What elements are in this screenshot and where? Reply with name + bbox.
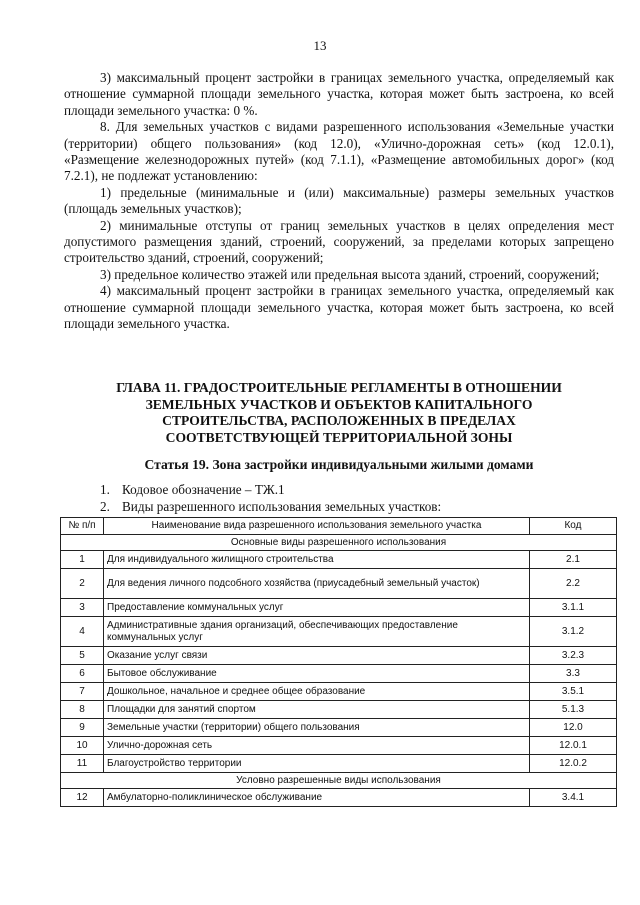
chapter-heading [64, 380, 614, 446]
cell-code: 12.0.2 [530, 755, 617, 773]
cell-code: 3.3 [530, 665, 617, 683]
paragraph: 3) предельное количество этажей или предельная высота зданий, строений, сооружений; [100, 266, 600, 282]
cell-name: Улично-дорожная сеть [104, 737, 530, 755]
cell-name: Дошкольное, начальное и среднее общее образование [104, 683, 530, 701]
header-name: Наименование вида разрешенного использования земельного участка [104, 518, 530, 535]
cell-name: Предоставление коммунальных услуг [104, 599, 530, 617]
table-header-row [61, 518, 617, 535]
cell-name: Площадки для занятий спортом [104, 701, 530, 719]
cell-num: 2 [61, 569, 104, 599]
cell-name: Земельные участки (территории) общего пользования [104, 719, 530, 737]
cell-num: 3 [61, 599, 104, 617]
paragraph: 3) максимальный процент застройки в границах земельного участка, определяемый как отношение суммарной площади земельного участка, которая может быть застроена, ко всей площади земельного участка: 0 %. [64, 70, 614, 118]
table-row [61, 569, 617, 599]
cell-num: 5 [61, 647, 104, 665]
header-code: Код [530, 518, 617, 535]
chapter-heading-line: ГЛАВА 11. ГРАДОСТРОИТЕЛЬНЫЕ РЕГЛАМЕНТЫ В ОТНОШЕНИИ [116, 380, 562, 395]
cell-code: 12.0.1 [530, 737, 617, 755]
list-item-text: Виды разрешенного использования земельных участков: [122, 498, 442, 514]
cell-num: 11 [61, 755, 104, 773]
table-row [61, 599, 617, 617]
list-item-number: 1. [100, 482, 110, 497]
table-row [61, 789, 617, 807]
chapter-heading-line: СТРОИТЕЛЬСТВА, РАСПОЛОЖЕННЫХ В ПРЕДЕЛАХ [162, 413, 516, 428]
cell-code: 3.4.1 [530, 789, 617, 807]
cell-num: 9 [61, 719, 104, 737]
paragraph: 8. Для земельных участков с видами разрешенного использования «Земельные участки (территории) общего пользования» (код 12.0), «Улично-дорожная сеть» (код 12.0.1), «Размещение железнодорожных путей» (код 7.1.1), «Размещение автомобильных дорог» (код 7.2.1), не подлежат установлению: [64, 119, 614, 184]
cell-num: 8 [61, 701, 104, 719]
table-row [61, 755, 617, 773]
chapter-heading-line: СООТВЕТСТВУЮЩЕЙ ТЕРРИТОРИАЛЬНОЙ ЗОНЫ [165, 429, 513, 445]
cell-name: Благоустройство территории [104, 755, 530, 773]
cell-code: 2.1 [530, 551, 617, 569]
table-section-row [61, 535, 617, 551]
chapter-heading-line: ЗЕМЕЛЬНЫХ УЧАСТКОВ И ОБЪЕКТОВ КАПИТАЛЬНОГО [145, 396, 533, 412]
cell-name: Для ведения личного подсобного хозяйства (приусадебный земельный участок) [104, 569, 530, 599]
cell-code: 3.5.1 [530, 683, 617, 701]
cell-name: Административные здания организаций, обеспечивающих предоставление коммунальных услуг [104, 617, 530, 647]
cell-code: 12.0 [530, 719, 617, 737]
table-body [61, 535, 617, 807]
cell-name: Бытовое обслуживание [104, 665, 530, 683]
numbered-list [100, 482, 441, 515]
table-row [61, 551, 617, 569]
table-row [61, 617, 617, 647]
cell-num: 4 [61, 617, 104, 647]
cell-num: 6 [61, 665, 104, 683]
cell-num: 12 [61, 789, 104, 807]
table-section-title: Условно разрешенные виды использования [61, 773, 617, 789]
permitted-use-table [60, 517, 617, 807]
cell-num: 1 [61, 551, 104, 569]
header-num: № п/п [61, 518, 104, 535]
cell-code: 5.1.3 [530, 701, 617, 719]
article-heading: Статья 19. Зона застройки индивидуальными жилыми домами [144, 457, 534, 472]
cell-code: 3.1.1 [530, 599, 617, 617]
body-text [64, 70, 614, 333]
paragraph: 1) предельные (минимальные и (или) максимальные) размеры земельных участков (площадь земельных участков); [64, 184, 614, 217]
table-section-row [61, 773, 617, 789]
list-item [100, 482, 441, 499]
list-item [100, 499, 441, 516]
paragraph: 4) максимальный процент застройки в границах земельного участка, определяемый как отношение суммарной площади земельного участка, которая может быть застроена, ко всей площади земельного участка. [64, 283, 614, 332]
paragraph: 2) минимальные отступы от границ земельных участков в целях определения мест допустимого размещения зданий, строений, сооружений, за пределами которых запрещено строительство зданий, строений, сооружений; [64, 217, 614, 266]
cell-num: 7 [61, 683, 104, 701]
cell-code: 3.1.2 [530, 617, 617, 647]
cell-name: Амбулаторно-поликлиническое обслуживание [104, 789, 530, 807]
list-item-number: 2. [100, 498, 110, 514]
list-item-text: Кодовое обозначение – ТЖ.1 [122, 482, 285, 497]
cell-code: 3.2.3 [530, 647, 617, 665]
cell-name: Оказание услуг связи [104, 647, 530, 665]
table-row [61, 683, 617, 701]
cell-num: 10 [61, 737, 104, 755]
table-row [61, 647, 617, 665]
cell-code: 2.2 [530, 569, 617, 599]
table-row [61, 719, 617, 737]
table-row [61, 701, 617, 719]
cell-name: Для индивидуального жилищного строительства [104, 551, 530, 569]
table-section-title: Основные виды разрешенного использования [61, 535, 617, 551]
page-number: 13 [313, 38, 327, 53]
table-row [61, 665, 617, 683]
table-row [61, 737, 617, 755]
